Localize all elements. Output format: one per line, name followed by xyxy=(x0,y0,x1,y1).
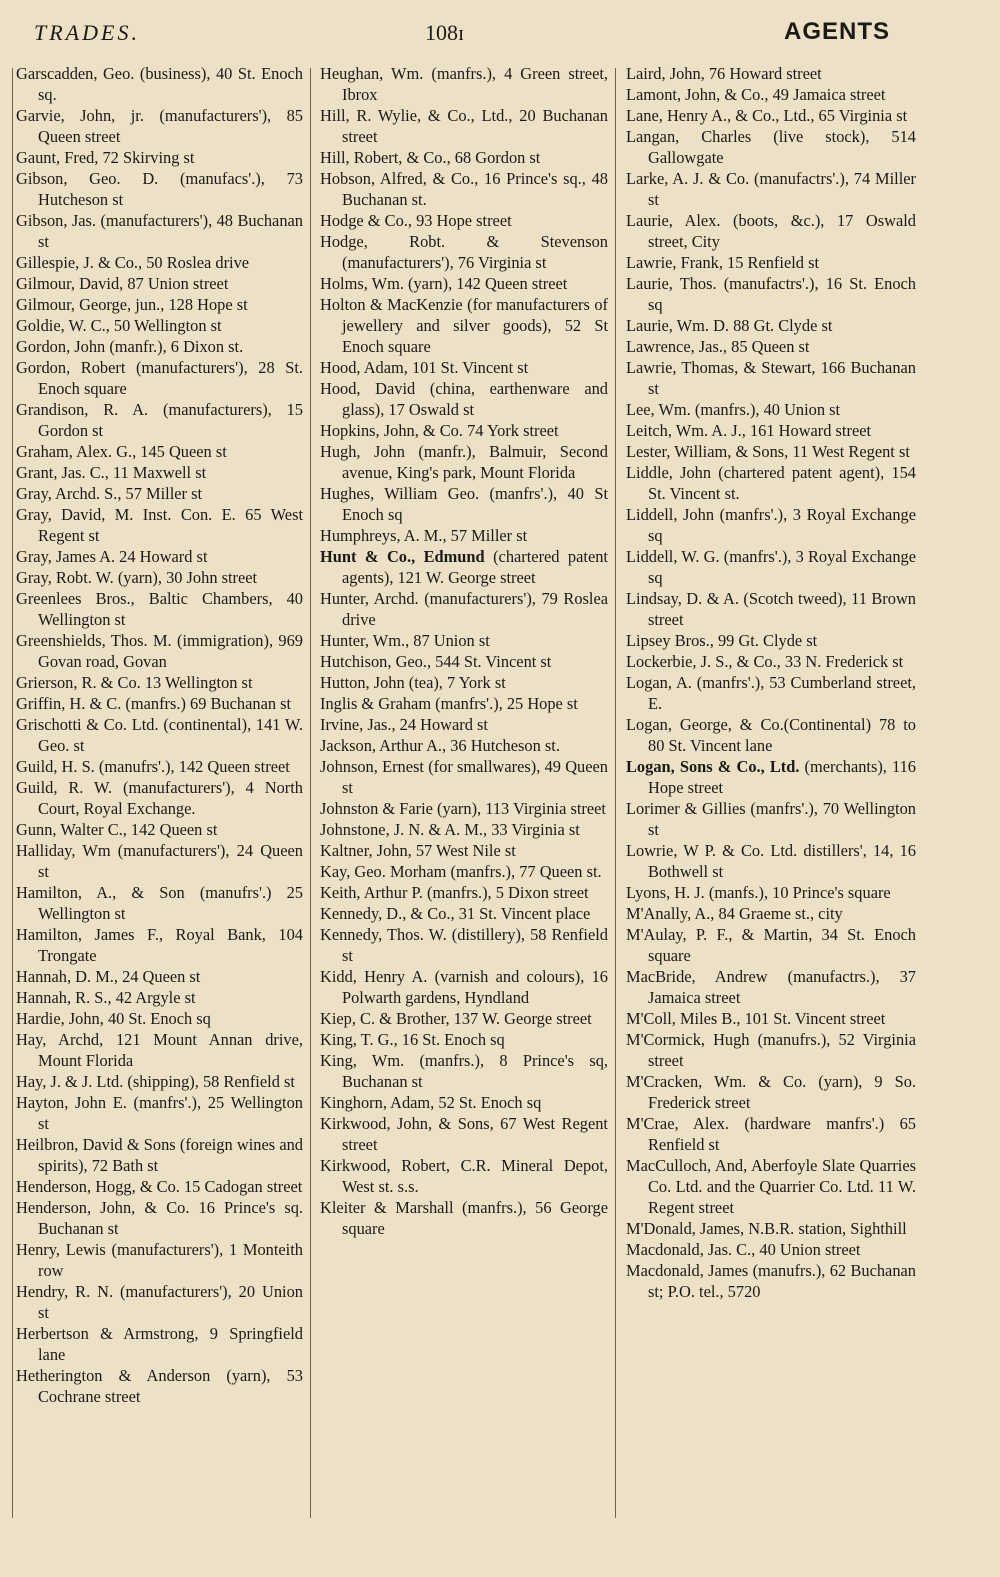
directory-entry: M'Coll, Miles B., 101 St. Vincent street xyxy=(626,1009,886,1028)
directory-entry: Kidd, Henry A. (varnish and colours), 16 Polwarth gardens, Hyndland xyxy=(320,967,608,1007)
directory-entry: Hugh, John (manfr.), Balmuir, Second avenue, King's park, Mount Florida xyxy=(320,442,608,482)
directory-entry: Hodge & Co., 93 Hope street xyxy=(320,211,512,230)
directory-entry: Goldie, W. C., 50 Wellington st xyxy=(16,316,222,335)
directory-entry: Langan, Charles (live stock), 514 Gallowgate xyxy=(626,127,916,167)
column-rule-middle xyxy=(310,68,311,1518)
directory-entry: Irvine, Jas., 24 Howard st xyxy=(320,715,488,734)
directory-entry: Johnson, Ernest (for smallwares), 49 Queen st xyxy=(320,757,608,797)
section-title: TRADES. xyxy=(34,20,140,45)
directory-entry: Hood, David (china, earthenware and glass), 17 Oswald st xyxy=(320,379,608,419)
directory-entry: Guild, R. W. (manufacturers'), 4 North Court, Royal Exchange. xyxy=(16,778,303,818)
directory-entry: Liddle, John (chartered patent agent), 154 St. Vincent st. xyxy=(626,463,916,503)
directory-entry: Hamilton, James F., Royal Bank, 104 Trongate xyxy=(16,925,303,965)
directory-entry: Greenshields, Thos. M. (immigration), 969 Govan road, Govan xyxy=(16,631,303,671)
directory-entry: Kleiter & Marshall (manfrs.), 56 George square xyxy=(320,1198,608,1238)
directory-entry: Hunt & Co., Edmund (chartered patent agents), 121 W. George street xyxy=(320,547,608,587)
directory-entry: Garvie, John, jr. (manufacturers'), 85 Queen street xyxy=(16,106,303,146)
directory-entry: M'Anally, A., 84 Graeme st., city xyxy=(626,904,843,923)
directory-entry: Kiep, C. & Brother, 137 W. George street xyxy=(320,1009,592,1028)
directory-entry: Hunter, Archd. (manufacturers'), 79 Roslea drive xyxy=(320,589,608,629)
directory-entry: Gray, David, M. Inst. Con. E. 65 West Regent st xyxy=(16,505,303,545)
directory-entry: Lorimer & Gillies (manfrs'.), 70 Wellington st xyxy=(626,799,916,839)
directory-entry: Hendry, R. N. (manufacturers'), 20 Union st xyxy=(16,1282,303,1322)
directory-entry: Hood, Adam, 101 St. Vincent st xyxy=(320,358,529,377)
directory-entry: Hannah, R. S., 42 Argyle st xyxy=(16,988,196,1007)
directory-entry: Inglis & Graham (manfrs'.), 25 Hope st xyxy=(320,694,578,713)
directory-column-3 xyxy=(626,63,916,1302)
directory-entry: Hodge, Robt. & Stevenson (manufacturers'), 76 Virginia st xyxy=(320,232,608,272)
directory-entry: Hannah, D. M., 24 Queen st xyxy=(16,967,201,986)
directory-entry: Greenlees Bros., Baltic Chambers, 40 Wellington st xyxy=(16,589,303,629)
column-rule-left xyxy=(12,68,13,1518)
directory-entry: Halliday, Wm (manufacturers'), 24 Queen st xyxy=(16,841,303,881)
directory-entry: Logan, George, & Co.(Continental) 78 to 80 St. Vincent lane xyxy=(626,715,916,755)
directory-entry: Kirkwood, Robert, C.R. Mineral Depot, West st. s.s. xyxy=(320,1156,608,1196)
directory-entry: Hopkins, John, & Co. 74 York street xyxy=(320,421,559,440)
page-number: 108ɪ xyxy=(425,20,465,45)
directory-entry: Lee, Wm. (manfrs.), 40 Union st xyxy=(626,400,841,419)
directory-entry: M'Cormick, Hugh (manufrs.), 52 Virginia street xyxy=(626,1030,916,1070)
directory-entry: Hay, Archd, 121 Mount Annan drive, Mount Florida xyxy=(16,1030,303,1070)
directory-entry: Grandison, R. A. (manufacturers), 15 Gordon st xyxy=(16,400,303,440)
directory-entry: Henderson, John, & Co. 16 Prince's sq. Buchanan st xyxy=(16,1198,303,1238)
directory-entry: Hutchison, Geo., 544 St. Vincent st xyxy=(320,652,552,671)
directory-entry: Griffin, H. & C. (manfrs.) 69 Buchanan st xyxy=(16,694,292,713)
directory-entry: Gillespie, J. & Co., 50 Roslea drive xyxy=(16,253,250,272)
directory-entry: Holms, Wm. (yarn), 142 Queen street xyxy=(320,274,568,293)
directory-entry: Grierson, R. & Co. 13 Wellington st xyxy=(16,673,253,692)
directory-entry: Holton & MacKenzie (for manufacturers of jewellery and silver goods), 52 St Enoch square xyxy=(320,295,608,356)
directory-entry: Guild, H. S. (manufrs'.), 142 Queen street xyxy=(16,757,290,776)
directory-entry: King, T. G., 16 St. Enoch sq xyxy=(320,1030,505,1049)
directory-entry: Heughan, Wm. (manfrs.), 4 Green street, Ibrox xyxy=(320,64,608,104)
directory-entry: Jackson, Arthur A., 36 Hutcheson st. xyxy=(320,736,560,755)
directory-entry: Hobson, Alfred, & Co., 16 Prince's sq., 48 Buchanan st. xyxy=(320,169,608,209)
directory-entry: M'Crae, Alex. (hardware manfrs'.) 65 Renfield st xyxy=(626,1114,916,1154)
directory-entry: M'Donald, James, N.B.R. station, Sighthill xyxy=(626,1219,907,1238)
page-header xyxy=(0,18,1000,54)
directory-entry: MacCulloch, And, Aberfoyle Slate Quarries Co. Ltd. and the Quarrier Co. Ltd. 11 W. Regent street xyxy=(626,1156,916,1217)
directory-entry: Laird, John, 76 Howard street xyxy=(626,64,822,83)
directory-entry: Humphreys, A. M., 57 Miller st xyxy=(320,526,528,545)
directory-entry: Hutton, John (tea), 7 York st xyxy=(320,673,506,692)
directory-entry: Gilmour, David, 87 Union street xyxy=(16,274,229,293)
directory-entry: Johnston & Farie (yarn), 113 Virginia street xyxy=(320,799,606,818)
directory-entry: Lyons, H. J. (manfs.), 10 Prince's square xyxy=(626,883,891,902)
directory-entry: King, Wm. (manfrs.), 8 Prince's sq, Buchanan st xyxy=(320,1051,608,1091)
directory-entry: Kirkwood, John, & Sons, 67 West Regent street xyxy=(320,1114,608,1154)
directory-entry: Gray, James A. 24 Howard st xyxy=(16,547,208,566)
directory-entry: Hamilton, A., & Son (manufrs'.) 25 Wellington st xyxy=(16,883,303,923)
directory-entry: Kennedy, Thos. W. (distillery), 58 Renfield st xyxy=(320,925,608,965)
directory-entry: Lawrie, Frank, 15 Renfield st xyxy=(626,253,819,272)
directory-entry: Logan, Sons & Co., Ltd. (merchants), 116 Hope street xyxy=(626,757,916,797)
directory-entry: Liddell, John (manfrs'.), 3 Royal Exchange sq xyxy=(626,505,916,545)
directory-entry: Gordon, John (manfr.), 6 Dixon st. xyxy=(16,337,244,356)
directory-entry: Lawrence, Jas., 85 Queen st xyxy=(626,337,810,356)
category-title: AGENTS xyxy=(783,18,890,45)
directory-entry: Laurie, Alex. (boots, &c.), 17 Oswald street, City xyxy=(626,211,916,251)
directory-entry: Hill, R. Wylie, & Co., Ltd., 20 Buchanan street xyxy=(320,106,608,146)
directory-entry: Johnstone, J. N. & A. M., 33 Virginia st xyxy=(320,820,580,839)
directory-entry: Macdonald, Jas. C., 40 Union street xyxy=(626,1240,861,1259)
directory-entry: Hetherington & Anderson (yarn), 53 Cochrane street xyxy=(16,1366,303,1406)
directory-entry: Gaunt, Fred, 72 Skirving st xyxy=(16,148,195,167)
directory-entry: Gray, Archd. S., 57 Miller st xyxy=(16,484,203,503)
directory-entry: Henderson, Hogg, & Co. 15 Cadogan street xyxy=(16,1177,303,1196)
directory-entry: Hardie, John, 40 St. Enoch sq xyxy=(16,1009,211,1028)
directory-entry: Logan, A. (manfrs'.), 53 Cumberland street, E. xyxy=(626,673,916,713)
directory-entry: Lockerbie, J. S., & Co., 33 N. Frederick st xyxy=(626,652,904,671)
directory-entry: Gray, Robt. W. (yarn), 30 John street xyxy=(16,568,258,587)
directory-entry: Grischotti & Co. Ltd. (continental), 141 W. Geo. st xyxy=(16,715,303,755)
directory-entry: Lipsey Bros., 99 Gt. Clyde st xyxy=(626,631,818,650)
directory-entry: Hay, J. & J. Ltd. (shipping), 58 Renfield st xyxy=(16,1072,295,1091)
directory-entry: Henry, Lewis (manufacturers'), 1 Monteith row xyxy=(16,1240,303,1280)
directory-entry: Hughes, William Geo. (manfrs'.), 40 St Enoch sq xyxy=(320,484,608,524)
directory-entry: Garscadden, Geo. (business), 40 St. Enoch sq. xyxy=(16,64,303,104)
directory-entry: Gibson, Geo. D. (manufacs'.), 73 Hutcheson st xyxy=(16,169,303,209)
directory-entry: Lane, Henry A., & Co., Ltd., 65 Virginia st xyxy=(626,106,908,125)
directory-entry: M'Aulay, P. F., & Martin, 34 St. Enoch square xyxy=(626,925,916,965)
directory-entry: Lamont, John, & Co., 49 Jamaica street xyxy=(626,85,886,104)
column-rule-right xyxy=(615,68,616,1518)
directory-entry: Kennedy, D., & Co., 31 St. Vincent place xyxy=(320,904,591,923)
directory-entry: Laurie, Thos. (manufactrs'.), 16 St. Enoch sq xyxy=(626,274,916,314)
directory-entry: Lowrie, W P. & Co. Ltd. distillers', 14, 16 Bothwell st xyxy=(626,841,916,881)
directory-entry: Lester, William, & Sons, 11 West Regent st xyxy=(626,442,910,461)
directory-entry: Larke, A. J. & Co. (manufactrs'.), 74 Miller st xyxy=(626,169,916,209)
directory-entry: M'Cracken, Wm. & Co. (yarn), 9 So. Frederick street xyxy=(626,1072,916,1112)
directory-entry: Hayton, John E. (manfrs'.), 25 Wellington st xyxy=(16,1093,303,1133)
directory-entry: Lindsay, D. & A. (Scotch tweed), 11 Brown street xyxy=(626,589,916,629)
directory-entry: Kaltner, John, 57 West Nile st xyxy=(320,841,516,860)
directory-entry: Grant, Jas. C., 11 Maxwell st xyxy=(16,463,207,482)
directory-entry: MacBride, Andrew (manufactrs.), 37 Jamaica street xyxy=(626,967,916,1007)
directory-entry: Graham, Alex. G., 145 Queen st xyxy=(16,442,227,461)
directory-entry: Kay, Geo. Morham (manfrs.), 77 Queen st. xyxy=(320,862,602,881)
directory-entry: Heilbron, David & Sons (foreign wines and spirits), 72 Bath st xyxy=(16,1135,303,1175)
directory-column-2 xyxy=(320,63,608,1239)
directory-column-1 xyxy=(16,63,303,1407)
directory-entry: Leitch, Wm. A. J., 161 Howard street xyxy=(626,421,872,440)
directory-entry: Gibson, Jas. (manufacturers'), 48 Buchanan st xyxy=(16,211,303,251)
directory-entry: Gordon, Robert (manufacturers'), 28 St. Enoch square xyxy=(16,358,303,398)
directory-entry: Gilmour, George, jun., 128 Hope st xyxy=(16,295,248,314)
directory-entry: Gunn, Walter C., 142 Queen st xyxy=(16,820,218,839)
directory-entry: Lawrie, Thomas, & Stewart, 166 Buchanan st xyxy=(626,358,916,398)
directory-entry: Keith, Arthur P. (manfrs.), 5 Dixon street xyxy=(320,883,589,902)
directory-entry: Macdonald, James (manufrs.), 62 Buchanan st; P.O. tel., 5720 xyxy=(626,1261,916,1301)
directory-entry: Liddell, W. G. (manfrs'.), 3 Royal Exchange sq xyxy=(626,547,916,587)
directory-entry: Kinghorn, Adam, 52 St. Enoch sq xyxy=(320,1093,542,1112)
directory-entry: Laurie, Wm. D. 88 Gt. Clyde st xyxy=(626,316,833,335)
directory-entry: Herbertson & Armstrong, 9 Springfield lane xyxy=(16,1324,303,1364)
directory-entry: Hunter, Wm., 87 Union st xyxy=(320,631,490,650)
directory-entry: Hill, Robert, & Co., 68 Gordon st xyxy=(320,148,541,167)
